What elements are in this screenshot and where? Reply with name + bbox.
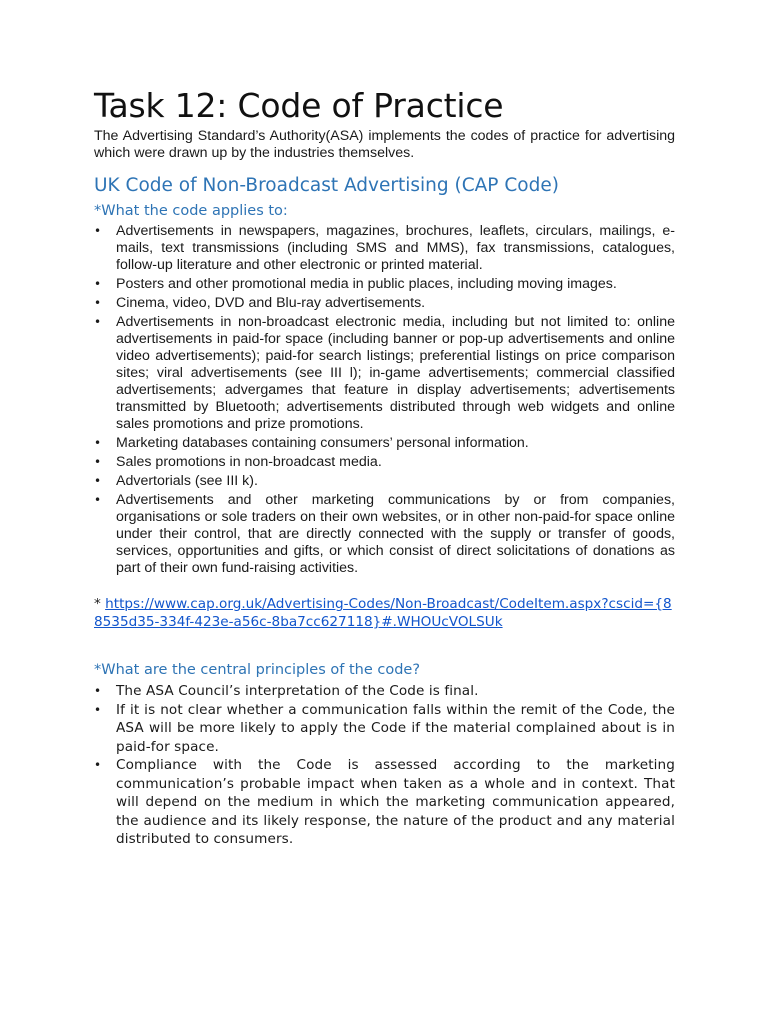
bullet-icon: • — [94, 702, 102, 717]
applies-to-list — [94, 223, 675, 577]
intro-paragraph: The Advertising Standard’s Authority(ASA) implements the codes of practice for advertising which were drawn up by the industries themselves. — [94, 128, 675, 161]
bullet-icon: • — [94, 455, 102, 469]
bullet-icon: • — [94, 474, 102, 488]
list-item-text: Advertisements in newspapers, magazines, brochures, leaflets, circulars, mailings, e-mails, text transmissions (including SMS and MMS), fax transmissions, catalogues, follow-up literature and other electronic or printed material. — [116, 223, 675, 273]
list-item — [94, 756, 675, 849]
subheading-central-principles: *What are the central principles of the code? — [94, 662, 421, 678]
bullet-icon: • — [94, 436, 102, 450]
list-item — [94, 276, 675, 293]
list-item-text: The ASA Council’s interpretation of the Code is final. — [116, 683, 479, 699]
bullet-icon: • — [94, 277, 102, 291]
document-page — [94, 84, 675, 849]
page-title: Task 12: Code of Practice — [94, 86, 504, 125]
list-item-text: If it is not clear whether a communication falls within the remit of the Code, the ASA will be more likely to apply the Code if the material complained about is in paid-for space. — [116, 701, 675, 755]
list-item-text: Advertisements and other marketing communications by or from companies, organisations or sole traders on their own websites, or in other non-paid-for space online under their control, that are directly connected with the supply or transfer of goods, services, opportunities and gifts, or which consist of direct solicitations of donations as part of their own fund-raising activities. — [116, 492, 675, 576]
list-item-text: Cinema, video, DVD and Blu-ray advertisements. — [116, 295, 426, 311]
subheading-applies-to: *What the code applies to: — [94, 203, 288, 219]
list-item — [94, 701, 675, 757]
list-item — [94, 295, 675, 312]
bullet-icon: • — [94, 315, 102, 329]
list-item-text: Compliance with the Code is assessed according to the marketing communication’s probable impact when taken as a whole and in context. That will depend on the medium in which the marketing communication appeared, the audience and its likely response, the nature of the product and any material distributed to consumers. — [116, 757, 675, 847]
source-link[interactable]: https://www.cap.org.uk/Advertising-Codes/Non-Broadcast/CodeItem.aspx?cscid={88535d35-334f-423e-a56c-8ba7cc627118}#.WHOUcVOLSUk — [94, 596, 672, 630]
bullet-icon: • — [94, 493, 102, 507]
bullet-icon: • — [94, 296, 102, 310]
list-item-text: Posters and other promotional media in public places, including moving images. — [116, 276, 617, 292]
source-reference — [94, 595, 675, 631]
list-item — [94, 223, 675, 274]
source-prefix: * — [94, 596, 106, 612]
bullet-icon: • — [94, 758, 102, 772]
list-item — [94, 314, 675, 433]
list-item — [94, 454, 675, 471]
list-item — [94, 682, 675, 701]
list-item — [94, 435, 675, 452]
list-item — [94, 492, 675, 577]
list-item-text: Sales promotions in non-broadcast media. — [116, 454, 382, 470]
bullet-icon: • — [94, 224, 102, 238]
list-item-text: Marketing databases containing consumers’ personal information. — [116, 435, 529, 451]
bullet-icon: • — [94, 684, 102, 698]
section-heading-cap-code: UK Code of Non-Broadcast Advertising (CAP Code) — [94, 175, 559, 196]
list-item — [94, 473, 675, 490]
principles-list — [94, 682, 675, 849]
list-item-text: Advertorials (see III k). — [116, 473, 258, 489]
list-item-text: Advertisements in non-broadcast electronic media, including but not limited to: online advertisements in paid-for space (including banner or pop-up advertisements and online video advertisements); paid-for search listings; preferential listings on price comparison sites; viral advertisements (see III l); in-game advertisements; commercial classified advertisements; advergames that feature in display advertisements; advertisements transmitted by Bluetooth; advertisements distributed through web widgets and online sales promotions and prize promotions. — [116, 314, 675, 432]
